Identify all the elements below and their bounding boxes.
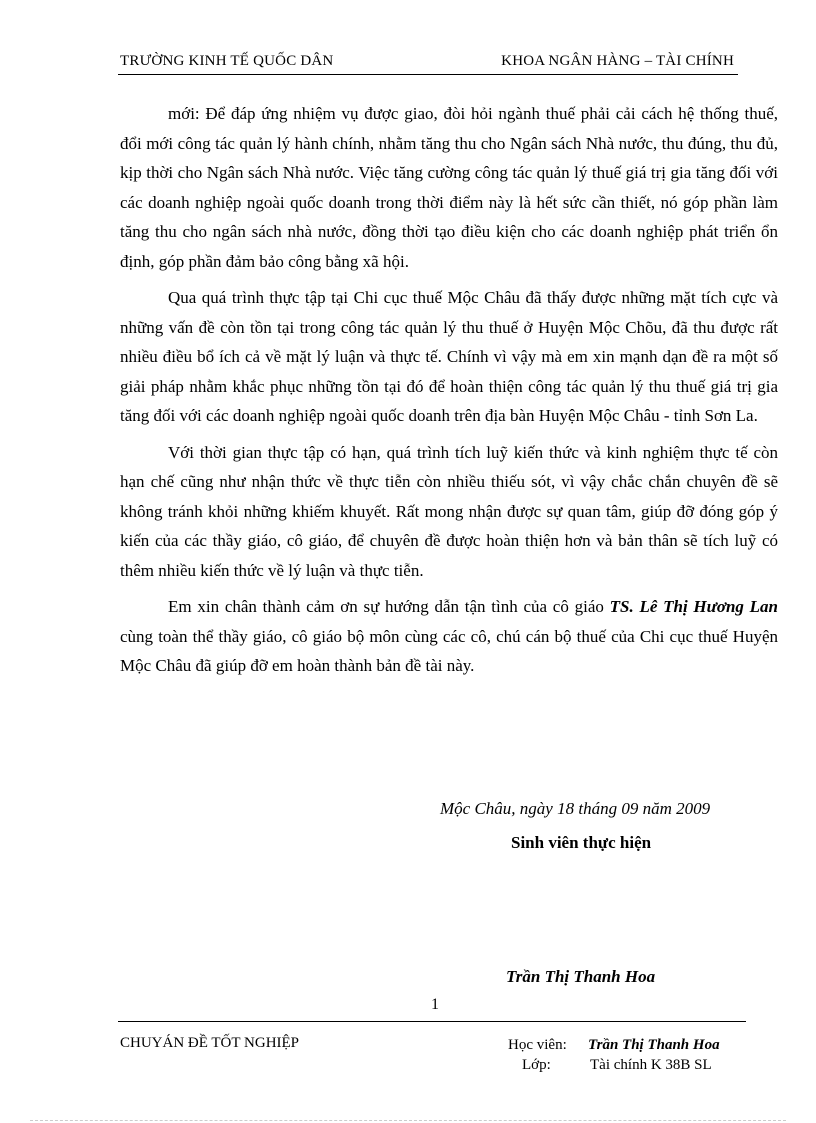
class-label: Lớp:	[522, 1057, 551, 1073]
footer-divider	[118, 1021, 746, 1022]
page-edge-divider	[30, 1120, 786, 1121]
class-value: Tài chính K 38B SL	[590, 1057, 712, 1073]
footer-class-row	[508, 1055, 720, 1075]
paragraph-4-start: Em xin chân thành cảm ơn sự hướng dẫn tận tình của cô giáo	[168, 597, 610, 616]
paragraph-2: Qua quá trình thực tập tại Chi cục thuế Mộc Châu đã thấy được những mặt tích cực và những vấn đề còn tồn tại trong công tác quản lý thu thuế ở Huyện Mộc Chõu, đã thu được rất nhiều điều bổ ích cả về mặt lý luận và thực tế. Chính vì vậy mà em xin mạnh dạn đề ra một số giải pháp nhằm khắc phục những tồn tại đó để hoàn thiện công tác quản lý thu thuế giá trị gia tăng đối với các doanh nghiệp ngoài quốc doanh trên địa bàn Huyện Mộc Châu - tỉnh Sơn La.	[120, 288, 778, 425]
footer-student-row	[508, 1035, 720, 1055]
student-name: Trần Thị Thanh Hoa	[588, 1037, 720, 1053]
header-school: TRƯỜNG KINH TẾ QUỐC DÂN	[120, 53, 334, 69]
advisor-name: TS. Lê Thị Hương Lan	[609, 597, 778, 616]
paragraph-3: Với thời gian thực tập có hạn, quá trình tích luỹ kiến thức và kinh nghiệm thực tế còn hạn chế cũng như nhận thức về thực tiễn còn nhiều thiếu sót, vì vậy chắc chắn chuyên đề sẽ không tránh khỏi những khiếm khuyết. Rất mong nhận được sự quan tâm, giúp đỡ đóng góp ý kiến của các thầy giáo, cô giáo, để chuyên đề được hoàn thiện hơn và bản thân sẽ tích luỹ có thêm nhiều kiến thức về lý luận và thực tiễn.	[120, 442, 778, 580]
paragraph-4	[120, 592, 778, 681]
footer-doc-type: CHUYÁN ĐỀ TỐT NGHIỆP	[120, 1035, 300, 1051]
date-line: Mộc Châu, ngày 18 tháng 09 năm 2009	[440, 799, 711, 818]
paragraph-4-end: cùng toàn thể thầy giáo, cô giáo bộ môn cùng các cô, chú cán bộ thuế của Chi cục thuế Huyện Mộc Châu đã giúp đỡ em hoàn thành bản đề tài này.	[120, 626, 778, 675]
footer-student-info	[508, 1035, 720, 1075]
page-header	[118, 50, 738, 75]
student-label: Học viên:	[508, 1037, 567, 1053]
signer-name: Trần Thị Thanh Hoa	[506, 967, 656, 986]
page-number: 1	[431, 996, 439, 1013]
document-body	[120, 99, 778, 681]
paragraph-1: mới: Để đáp ứng nhiệm vụ được giao, đòi hỏi ngành thuế phải cải cách hệ thống thuế, đổi mới công tác quản lý hành chính, nhằm tăng thu cho Ngân sách Nhà nước, thu đúng, thu đủ, kịp thời cho Ngân sách Nhà nước. Việc tăng cường công tác quản lý thuế giá trị gia tăng đối với các doanh nghiệp ngoài quốc doanh trong thời điểm này là hết sức cần thiết, nó góp phần làm tăng thu cho ngân sách nhà nước, đồng thời tạo điều kiện cho các doanh nghiệp phát triển ổn định, góp phần đảm bảo công bằng xã hội.	[120, 104, 778, 271]
header-faculty: KHOA NGÂN HÀNG – TÀI CHÍNH	[501, 53, 734, 69]
signer-title: Sinh viên thực hiện	[511, 833, 652, 852]
